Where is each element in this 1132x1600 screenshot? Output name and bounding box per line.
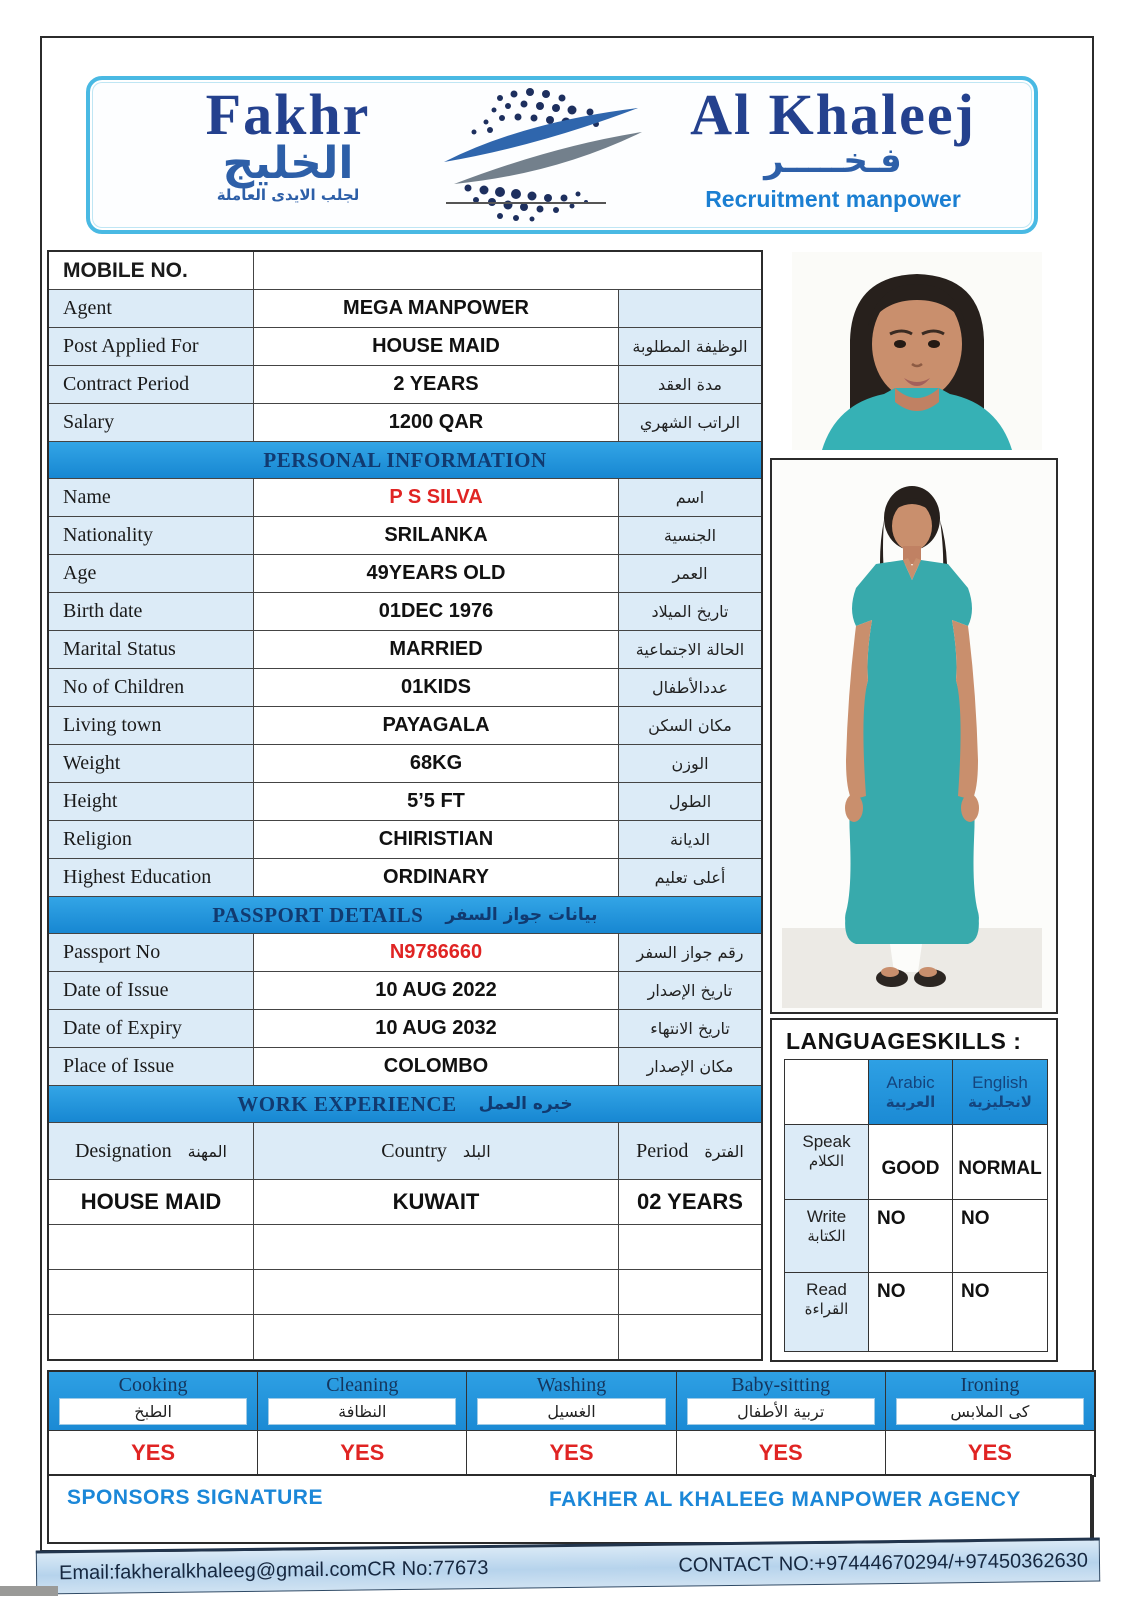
section-title: PERSONAL INFORMATION <box>263 447 547 472</box>
language-row-read <box>785 1273 1047 1352</box>
skill-cleaning <box>258 1372 467 1475</box>
field-label-ar: الطول <box>619 783 761 820</box>
work-row-empty <box>49 1315 761 1359</box>
logo-tagline-english: Recruitment manpower <box>705 186 961 212</box>
work-designation: HOUSE MAID <box>49 1180 254 1224</box>
skill-name-ar: الطبخ <box>59 1398 247 1425</box>
field-value: HOUSE MAID <box>254 328 619 365</box>
field-label: Age <box>49 555 254 592</box>
field-value: 10 AUG 2032 <box>254 1010 619 1047</box>
skill-header <box>677 1372 885 1430</box>
row-label-ar: القراءة <box>804 1300 849 1319</box>
field-value: SRILANKA <box>254 517 619 554</box>
info-row-post <box>49 328 761 366</box>
field-value: 5’5 FT <box>254 783 619 820</box>
logo-divider-line <box>446 202 606 204</box>
candidate-full-body-photo <box>770 458 1058 1014</box>
field-label: Passport No <box>49 934 254 971</box>
field-label: Nationality <box>49 517 254 554</box>
work-designation <box>49 1225 254 1269</box>
row-label <box>785 1273 869 1351</box>
row-label-en: Write <box>806 1207 847 1226</box>
write-arabic-value: NO <box>869 1200 953 1272</box>
field-label-ar: الجنسية <box>619 517 761 554</box>
household-skills-strip <box>47 1370 1096 1477</box>
language-row-speak <box>785 1125 1047 1200</box>
info-row-nationality <box>49 517 761 555</box>
row-label-ar: الكلام <box>808 1152 845 1171</box>
speak-english-value: NORMAL <box>953 1125 1047 1199</box>
read-arabic-value: NO <box>869 1273 953 1351</box>
skill-name-ar: النظافة <box>268 1398 456 1425</box>
col-label: English <box>972 1072 1028 1092</box>
section-title: WORK EXPERIENCE <box>237 1091 457 1116</box>
language-skills-title: LANGUAGESKILLS : <box>786 1028 1022 1054</box>
field-label-ar: تاريخ الميلاد <box>619 593 761 630</box>
field-label-ar: مكان الإصدار <box>619 1048 761 1085</box>
skill-name-ar: تربية الأطفال <box>687 1398 875 1425</box>
section-title-ar: خبره العمل <box>478 1094 573 1114</box>
skill-value: YES <box>467 1430 675 1475</box>
work-col-country <box>254 1123 619 1179</box>
work-row-empty <box>49 1225 761 1270</box>
field-label-ar: تاريخ الانتهاء <box>619 1010 761 1047</box>
work-period <box>619 1225 761 1269</box>
field-label-ar: الوزن <box>619 745 761 782</box>
skill-name: Baby-sitting <box>731 1374 831 1396</box>
info-row-issue-place <box>49 1048 761 1086</box>
field-label-ar: الوظيفة المطلوبة <box>619 328 761 365</box>
section-title: PASSPORT DETAILS <box>212 902 424 927</box>
row-label-ar: الكتابة <box>807 1227 846 1246</box>
work-row-empty <box>49 1270 761 1315</box>
work-country: KUWAIT <box>254 1180 619 1224</box>
field-label-ar: مدة العقد <box>619 366 761 403</box>
language-row-write <box>785 1200 1047 1273</box>
col-label-ar: العربية <box>885 1093 936 1112</box>
info-row-children <box>49 669 761 707</box>
field-value: P S SILVA <box>254 479 619 516</box>
document-page <box>40 36 1094 1584</box>
skill-name: Ironing <box>960 1374 1020 1396</box>
field-label: Agent <box>49 290 254 327</box>
field-label: Religion <box>49 821 254 858</box>
field-value: 01KIDS <box>254 669 619 706</box>
field-label: Salary <box>49 404 254 441</box>
field-label: Post Applied For <box>49 328 254 365</box>
field-value: MEGA MANPOWER <box>254 290 619 327</box>
work-designation <box>49 1315 254 1359</box>
skill-ironing <box>886 1372 1094 1475</box>
work-designation <box>49 1270 254 1314</box>
field-label: No of Children <box>49 669 254 706</box>
info-row-expiry-date <box>49 1010 761 1048</box>
row-label <box>785 1125 869 1199</box>
field-label-ar: عددالأطفال <box>619 669 761 706</box>
brand-name-arabic-right: فـخـــــر <box>764 141 902 181</box>
candidate-info-table <box>47 250 763 1361</box>
work-country <box>254 1315 619 1359</box>
skill-name: Cooking <box>118 1374 188 1396</box>
footer-contact-numbers: CONTACT NO:+97444670294/+97450362630 <box>678 1549 1089 1577</box>
info-row-salary <box>49 404 761 442</box>
col-label: Arabic <box>886 1072 935 1092</box>
field-value: 1200 QAR <box>254 404 619 441</box>
skill-value: YES <box>258 1430 466 1475</box>
field-value: 49YEARS OLD <box>254 555 619 592</box>
skill-value: YES <box>677 1430 885 1475</box>
col-label: Designation <box>74 1139 172 1162</box>
work-country <box>254 1225 619 1269</box>
field-label: Living town <box>49 707 254 744</box>
language-col-english <box>953 1060 1047 1124</box>
work-period: 02 YEARS <box>619 1180 761 1224</box>
row-label-en: Speak <box>802 1132 851 1151</box>
skill-header <box>886 1372 1094 1430</box>
read-english-value: NO <box>953 1273 1047 1351</box>
field-label: Weight <box>49 745 254 782</box>
info-row-mobile <box>49 252 761 290</box>
field-label: Contract Period <box>49 366 254 403</box>
info-row-weight <box>49 745 761 783</box>
info-row-marital <box>49 631 761 669</box>
field-value: CHIRISTIAN <box>254 821 619 858</box>
info-row-height <box>49 783 761 821</box>
skill-babysitting <box>677 1372 886 1475</box>
field-label: Date of Expiry <box>49 1010 254 1047</box>
field-label: Marital Status <box>49 631 254 668</box>
info-row-name <box>49 479 761 517</box>
info-row-passport-no <box>49 934 761 972</box>
work-row <box>49 1180 761 1225</box>
language-skills-panel <box>770 1018 1058 1362</box>
field-label-ar: مكان السكن <box>619 707 761 744</box>
language-corner-cell <box>785 1060 869 1124</box>
field-value: MARRIED <box>254 631 619 668</box>
skill-value: YES <box>886 1430 1094 1475</box>
agency-name-label: FAKHER AL KHALEEG MANPOWER AGENCY <box>549 1488 1021 1511</box>
field-label-ar: الديانة <box>619 821 761 858</box>
info-row-age <box>49 555 761 593</box>
work-header-row <box>49 1123 761 1180</box>
skill-name: Washing <box>536 1374 607 1396</box>
col-label-ar: لانجليزية <box>968 1093 1032 1112</box>
field-label: Height <box>49 783 254 820</box>
field-label-ar: العمر <box>619 555 761 592</box>
language-skills-table <box>784 1059 1048 1352</box>
logo-left-block <box>138 82 438 204</box>
col-label-ar: الفترة <box>704 1141 744 1161</box>
field-value <box>254 252 761 289</box>
field-value: PAYAGALA <box>254 707 619 744</box>
skill-header <box>49 1372 257 1430</box>
footer-email-cr: Email:fakheralkhaleeg@gmail.comCR No:77673 <box>58 1556 489 1584</box>
skill-header <box>258 1372 466 1430</box>
info-row-education <box>49 859 761 897</box>
field-label: MOBILE NO. <box>49 252 254 289</box>
skill-cooking <box>49 1372 258 1475</box>
brand-name-arabic-left: الخليج <box>222 138 354 189</box>
field-value: 10 AUG 2022 <box>254 972 619 1009</box>
field-label: Highest Education <box>49 859 254 896</box>
field-label-ar: أعلى تعليم <box>619 859 761 896</box>
row-label <box>785 1200 869 1272</box>
field-label: Birth date <box>49 593 254 630</box>
skill-name-ar: الغسيل <box>477 1398 665 1425</box>
field-label-ar <box>619 290 761 327</box>
info-row-town <box>49 707 761 745</box>
field-label: Date of Issue <box>49 972 254 1009</box>
field-value: N9786660 <box>254 934 619 971</box>
section-header-personal <box>49 442 761 479</box>
field-value: 68KG <box>254 745 619 782</box>
info-row-issue-date <box>49 972 761 1010</box>
field-value: ORDINARY <box>254 859 619 896</box>
skill-header <box>467 1372 675 1430</box>
section-title-ar: بيانات جواز السفر <box>445 905 598 925</box>
col-label-ar: المهنة <box>187 1141 227 1161</box>
speak-arabic-value: GOOD <box>869 1125 953 1199</box>
field-label-ar: الحالة الاجتماعية <box>619 631 761 668</box>
field-label: Place of Issue <box>49 1048 254 1085</box>
section-header-passport <box>49 897 761 934</box>
skill-name-ar: كى الملابس <box>896 1398 1084 1425</box>
field-label: Name <box>49 479 254 516</box>
skill-name: Cleaning <box>326 1374 399 1396</box>
col-label: Period <box>636 1139 689 1162</box>
field-label-ar: اسم <box>619 479 761 516</box>
info-row-contract <box>49 366 761 404</box>
row-label-en: Read <box>806 1280 847 1299</box>
info-row-religion <box>49 821 761 859</box>
col-label-ar: البلد <box>462 1141 491 1161</box>
section-header-work <box>49 1086 761 1123</box>
scan-artifact <box>0 1586 58 1596</box>
work-period <box>619 1270 761 1314</box>
brand-name-english-right: Al Khaleej <box>690 82 976 147</box>
field-value: 01DEC 1976 <box>254 593 619 630</box>
sponsors-signature-label: SPONSORS SIGNATURE <box>67 1486 323 1509</box>
skill-value: YES <box>49 1430 257 1475</box>
work-col-period <box>619 1123 761 1179</box>
work-country <box>254 1270 619 1314</box>
field-label-ar: الراتب الشهري <box>619 404 761 441</box>
field-value: 2 YEARS <box>254 366 619 403</box>
agency-logo-header <box>86 76 1038 234</box>
info-row-birthdate <box>49 593 761 631</box>
language-header-row <box>785 1060 1047 1125</box>
work-period <box>619 1315 761 1359</box>
field-label-ar: تاريخ الإصدار <box>619 972 761 1009</box>
logo-right-block <box>638 82 1028 213</box>
logo-tagline-arabic: لجلب الايدى العاملة <box>216 185 360 204</box>
col-label: Country <box>381 1139 447 1162</box>
contact-footer-bar <box>36 1538 1100 1595</box>
field-label-ar: رقم جواز السفر <box>619 934 761 971</box>
work-col-designation <box>49 1123 254 1179</box>
signature-section <box>47 1474 1092 1544</box>
skill-washing <box>467 1372 676 1475</box>
candidate-headshot-photo <box>792 252 1042 450</box>
field-value: COLOMBO <box>254 1048 619 1085</box>
info-row-agent <box>49 290 761 328</box>
write-english-value: NO <box>953 1200 1047 1272</box>
language-col-arabic <box>869 1060 953 1124</box>
brand-name-english-left: Fakhr <box>205 82 371 147</box>
